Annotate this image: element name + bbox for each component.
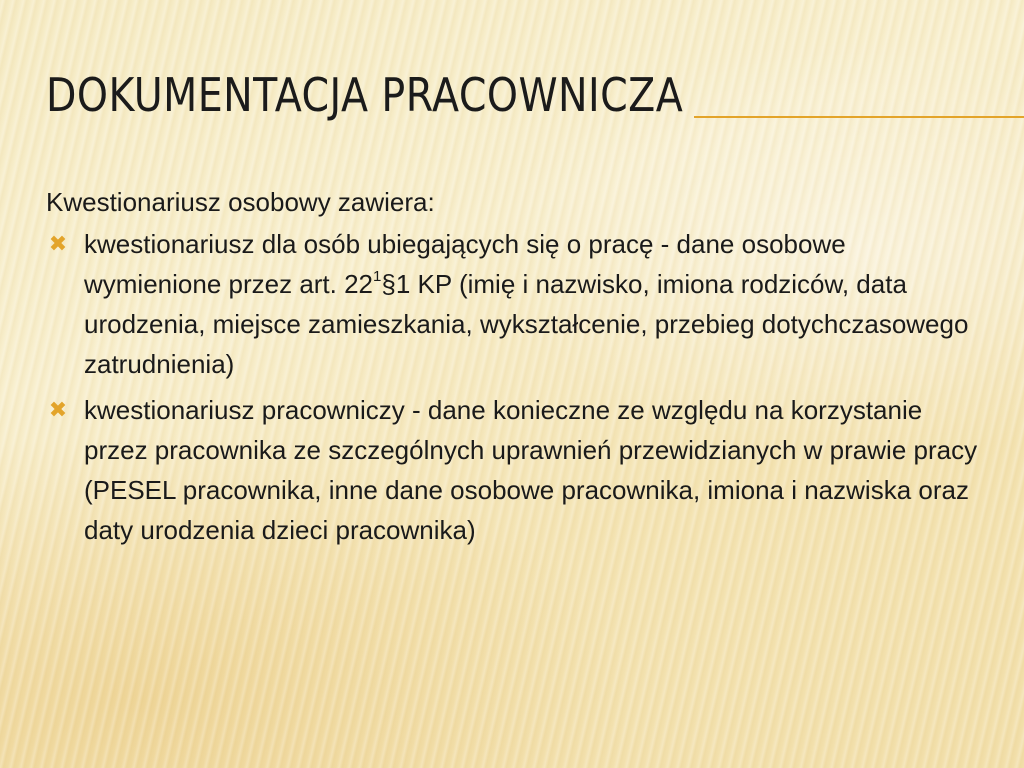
bullet-list (46, 224, 986, 550)
superscript: 1 (373, 268, 382, 285)
x-cross-bullet-icon: ✖ (48, 397, 68, 422)
bullet-item (46, 390, 986, 550)
bullet-text-part: kwestionariusz dla osób ubiegających się o pracę - dane osobowe wymienione przez art. 22 (84, 229, 846, 299)
bullet-item (46, 224, 986, 384)
bullet-text-part: kwestionariusz pracowniczy - dane konieczne ze względu na korzystanie przez pracownika ze szczególnych uprawnień przewidzianych w prawie pracy (PESEL pracownika, inne dane osobowe pracownika, imiona i nazwiska oraz daty urodzenia dzieci pracownika) (84, 395, 978, 545)
slide-content (46, 182, 986, 556)
intro-text: Kwestionariusz osobowy zawiera: (46, 187, 435, 217)
bullet-text-part: §1 KP (imię i nazwisko, imiona rodziców, data urodzenia, miejsce zamieszkania, wykształcenie, przebieg dotychczasowego zatrudnienia) (84, 269, 969, 379)
x-cross-bullet-icon: ✖ (48, 231, 68, 256)
bullet-text (84, 229, 968, 379)
slide-title: DOKUMENTACJA PRACOWNICZA (46, 68, 684, 122)
title-underline-rule (694, 116, 1024, 118)
bullet-text (84, 395, 977, 545)
